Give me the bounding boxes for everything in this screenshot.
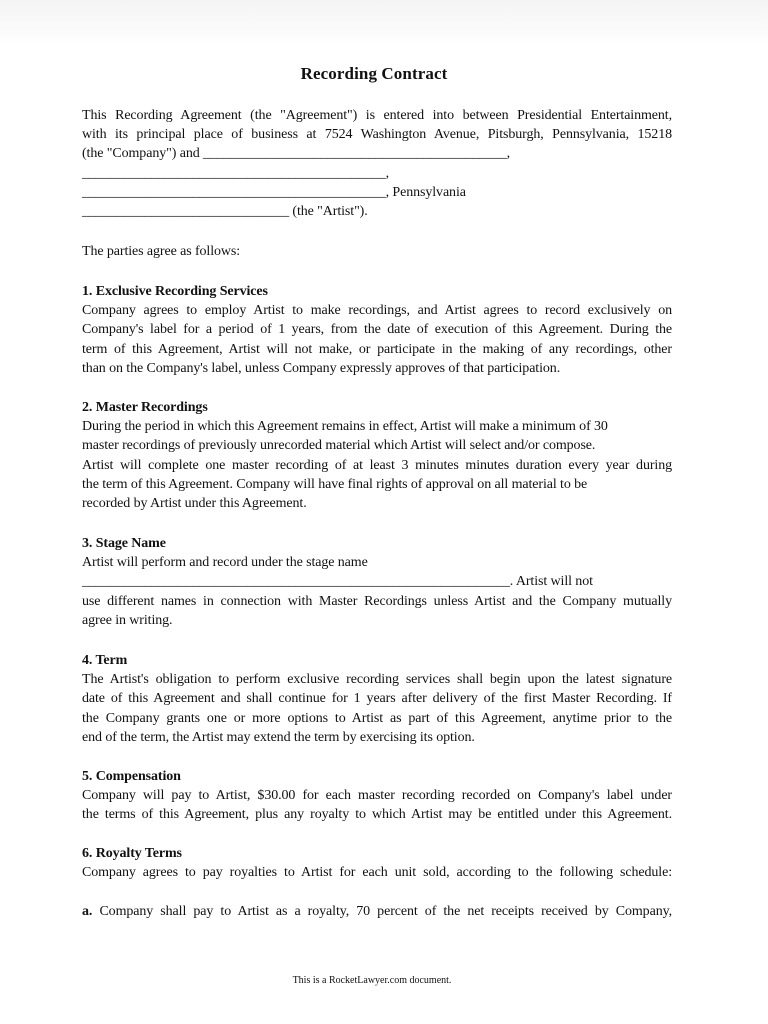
intro-line: ____________________________________________,	[82, 165, 390, 181]
section-line: During the period in which this Agreement remains in effect, Artist will make a minimum of 30	[82, 419, 608, 435]
royalty-item-a-line	[82, 902, 672, 921]
item-text: Company shall pay to Artist as a royalty, 70 percent of the net receipts received by Company,	[99, 904, 672, 919]
section-line: recorded by Artist under this Agreement.	[82, 496, 307, 512]
intro-paragraph	[82, 106, 672, 221]
section-heading: 5. Compensation	[82, 769, 181, 784]
section-line: Company's label for a period of 1 years, from the date of execution of this Agreement. During the	[82, 322, 672, 338]
parties-statement	[82, 242, 672, 261]
section-heading: 3. Stage Name	[82, 536, 166, 551]
section-line: Company agrees to pay royalties to Artist for each unit sold, according to the following schedule:	[82, 865, 672, 881]
section-royalty-terms	[82, 844, 672, 882]
intro-line: with its principal place of business at 7524 Washington Avenue, Pitsburgh, Pennsylvania, 15218	[82, 127, 672, 143]
section-line: use different names in connection with Master Recordings unless Artist and the Company mutually	[82, 593, 672, 609]
section-stage-name	[82, 534, 672, 630]
section-line: Artist will perform and record under the stage name	[82, 555, 368, 571]
intro-line: (the "Company") and ____________________________________________,	[82, 146, 511, 162]
section-line: master recordings of previously unrecorded material which Artist will select and/or compose.	[82, 438, 596, 454]
section-master-recordings	[82, 398, 672, 513]
section-heading: 1. Exclusive Recording Services	[82, 284, 268, 299]
parties-text: The parties agree as follows:	[82, 244, 241, 259]
section-line: ______________________________________________________________. Artist will not	[82, 574, 593, 590]
section-line: the Company grants one or more options to Artist as part of this Agreement, anytime prior to the	[82, 710, 672, 726]
intro-line: This Recording Agreement (the "Agreement") is entered into between Presidential Entertainment,	[82, 108, 672, 123]
section-line: than on the Company's label, unless Company expressly approves of that participation.	[82, 360, 561, 376]
section-line: Company will pay to Artist, $30.00 for each master recording recorded on Company's label under	[82, 788, 672, 804]
section-heading: 4. Term	[82, 653, 128, 668]
intro-line: ____________________________________________, Pennsylvania	[82, 184, 466, 200]
intro-line: ______________________________ (the "Artist").	[82, 204, 368, 220]
section-line: the terms of this Agreement, plus any royalty to which Artist may be entitled under this Agreement.	[82, 807, 672, 823]
section-heading: 2. Master Recordings	[82, 400, 208, 415]
viewer-top-shadow	[0, 0, 768, 44]
section-line: agree in writing.	[82, 612, 173, 628]
section-line: The Artist's obligation to perform exclusive recording services shall begin upon the latest signature	[82, 672, 672, 688]
royalty-item-a	[82, 902, 672, 921]
item-label: a.	[82, 904, 93, 919]
section-line: date of this Agreement and shall continue for 1 years after delivery of the first Master Recording. If	[82, 691, 672, 707]
section-line: the term of this Agreement. Company will have final rights of approval on all material to be	[82, 476, 588, 492]
section-line: end of the term, the Artist may extend the term by exercising its option.	[82, 729, 475, 745]
document-footer: This is a RocketLawyer.com document.	[292, 975, 452, 986]
document-title: Recording Contract	[300, 64, 448, 83]
section-line: Artist will complete one master recording of at least 3 minutes minutes duration every year during	[82, 457, 672, 473]
section-exclusive-recording	[82, 282, 672, 378]
section-line: Company agrees to employ Artist to make recordings, and Artist agrees to record exclusively on	[82, 303, 672, 319]
section-term	[82, 651, 672, 747]
section-heading: 6. Royalty Terms	[82, 846, 182, 861]
section-line: term of this Agreement, Artist will not make, or participate in the making of any recordings, other	[82, 341, 672, 357]
section-compensation	[82, 767, 672, 825]
